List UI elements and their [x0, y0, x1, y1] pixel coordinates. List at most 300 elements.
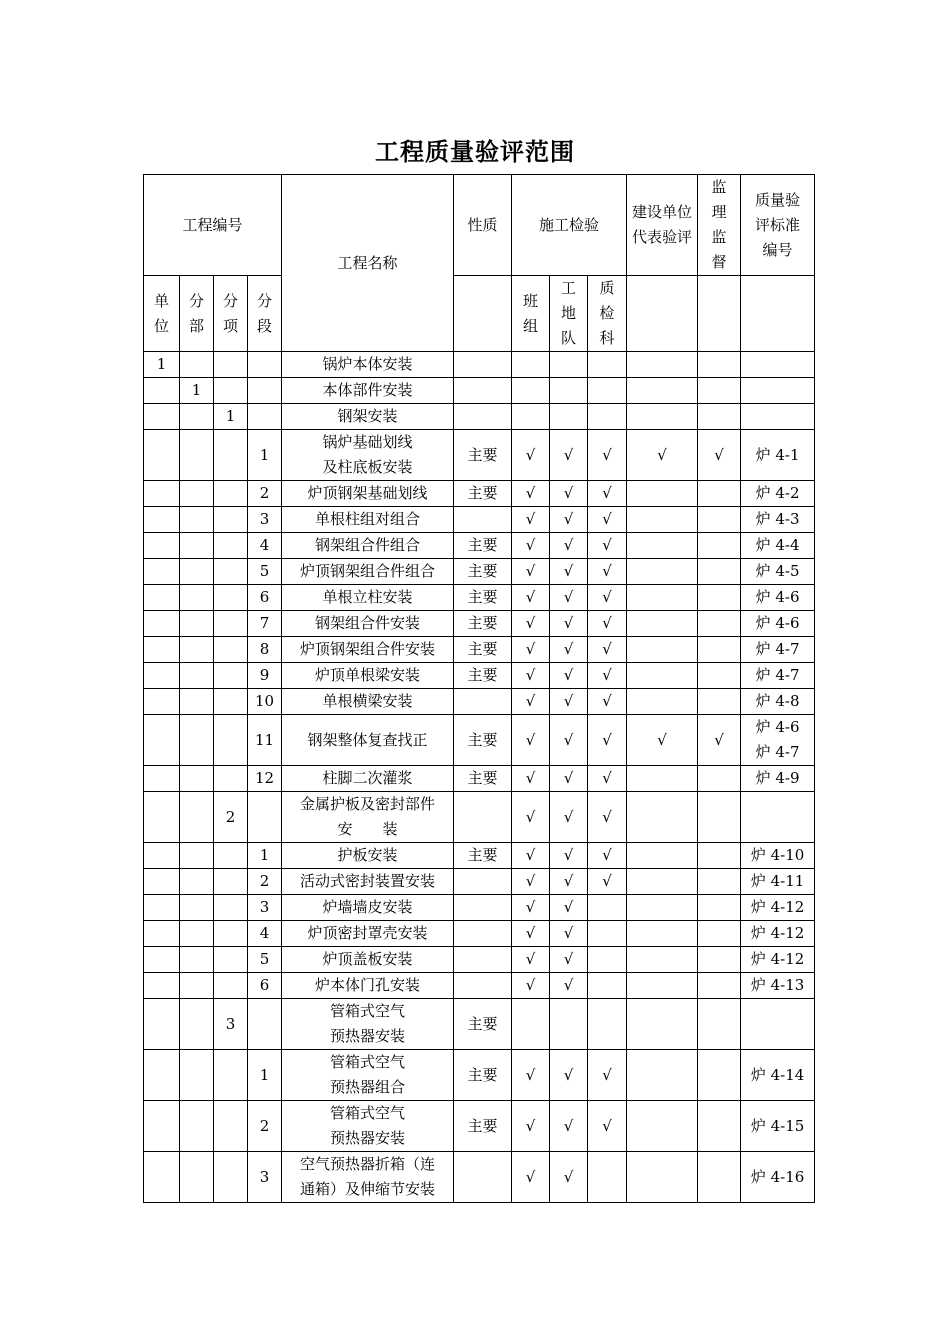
site-check: √: [550, 533, 588, 559]
name-cell: 空气预热器折箱（连 通箱）及伸缩节安装: [282, 1152, 454, 1203]
unit-cell: [144, 921, 180, 947]
supervision-check: [698, 1101, 741, 1152]
supervision-check: [698, 585, 741, 611]
header-section: 分段: [248, 276, 282, 352]
nature-cell: [454, 352, 512, 378]
header-row-1: [144, 175, 815, 276]
name-cell: 管箱式空气 预热器安装: [282, 999, 454, 1050]
header-owner-rep: 建设单位代表验评: [627, 175, 698, 276]
team-check: √: [512, 559, 550, 585]
team-check: √: [512, 973, 550, 999]
qc-check: √: [588, 611, 627, 637]
team-check: √: [512, 1050, 550, 1101]
name-cell: 本体部件安装: [282, 378, 454, 404]
owner-check: [627, 792, 698, 843]
standard-cell: 炉 4-6 炉 4-7: [741, 715, 815, 766]
qc-check: √: [588, 1050, 627, 1101]
name-cell: 护板安装: [282, 843, 454, 869]
header-division: 分部: [180, 276, 214, 352]
section-cell: 1: [248, 430, 282, 481]
header-standard: 质量验评标准编号: [741, 175, 815, 276]
owner-check: [627, 895, 698, 921]
site-check: √: [550, 430, 588, 481]
site-check: √: [550, 585, 588, 611]
site-check: √: [550, 611, 588, 637]
division-cell: [180, 1152, 214, 1203]
supervision-check: √: [698, 430, 741, 481]
division-cell: [180, 973, 214, 999]
name-cell: 炉顶钢架基础划线: [282, 481, 454, 507]
section-cell: 3: [248, 1152, 282, 1203]
header-unit: 单位: [144, 276, 180, 352]
division-cell: [180, 352, 214, 378]
qc-check: [588, 947, 627, 973]
qc-check: [588, 921, 627, 947]
owner-check: [627, 533, 698, 559]
site-check: √: [550, 895, 588, 921]
nature-cell: 主要: [454, 533, 512, 559]
section-cell: 5: [248, 559, 282, 585]
division-cell: [180, 947, 214, 973]
team-check: √: [512, 921, 550, 947]
table-row: [144, 430, 815, 481]
division-cell: [180, 663, 214, 689]
team-check: √: [512, 689, 550, 715]
item-cell: [214, 378, 248, 404]
item-cell: [214, 947, 248, 973]
item-cell: [214, 352, 248, 378]
item-cell: [214, 533, 248, 559]
team-check: [512, 352, 550, 378]
item-cell: [214, 869, 248, 895]
item-cell: [214, 843, 248, 869]
header-project-code: 工程编号: [144, 175, 282, 276]
name-cell: 锅炉本体安装: [282, 352, 454, 378]
table-row: [144, 611, 815, 637]
table-row: [144, 715, 815, 766]
unit-cell: [144, 843, 180, 869]
team-check: √: [512, 507, 550, 533]
header-project-name: 工程名称: [282, 175, 454, 352]
owner-check: [627, 689, 698, 715]
unit-cell: [144, 507, 180, 533]
section-cell: 10: [248, 689, 282, 715]
standard-cell: [741, 792, 815, 843]
name-cell: 管箱式空气 预热器安装: [282, 1101, 454, 1152]
nature-cell: 主要: [454, 766, 512, 792]
owner-check: [627, 973, 698, 999]
table-row: [144, 869, 815, 895]
team-check: √: [512, 585, 550, 611]
qc-check: √: [588, 869, 627, 895]
nature-cell: 主要: [454, 430, 512, 481]
standard-cell: 炉 4-14: [741, 1050, 815, 1101]
division-cell: [180, 481, 214, 507]
item-cell: [214, 507, 248, 533]
supervision-check: [698, 973, 741, 999]
standard-cell: 炉 4-7: [741, 663, 815, 689]
standard-cell: 炉 4-11: [741, 869, 815, 895]
quality-table: [143, 174, 815, 1203]
owner-check: √: [627, 430, 698, 481]
name-cell: 炉顶钢架组合件组合: [282, 559, 454, 585]
owner-check: [627, 481, 698, 507]
item-cell: [214, 766, 248, 792]
supervision-check: [698, 1152, 741, 1203]
nature-cell: 主要: [454, 999, 512, 1050]
header-site-team: 工地队: [550, 276, 588, 352]
section-cell: 7: [248, 611, 282, 637]
name-cell: 管箱式空气 预热器组合: [282, 1050, 454, 1101]
name-cell: 钢架组合件组合: [282, 533, 454, 559]
site-check: √: [550, 843, 588, 869]
unit-cell: [144, 1101, 180, 1152]
unit-cell: [144, 869, 180, 895]
qc-check: √: [588, 689, 627, 715]
unit-cell: [144, 611, 180, 637]
name-cell: 炉墙墙皮安装: [282, 895, 454, 921]
nature-cell: [454, 921, 512, 947]
table-row: [144, 973, 815, 999]
qc-check: [588, 895, 627, 921]
header-nature-blank: [454, 276, 512, 352]
division-cell: [180, 689, 214, 715]
owner-check: [627, 507, 698, 533]
standard-cell: [741, 378, 815, 404]
table-row: [144, 1101, 815, 1152]
section-cell: [248, 378, 282, 404]
table-row: [144, 921, 815, 947]
unit-cell: [144, 378, 180, 404]
table-row: [144, 1050, 815, 1101]
team-check: √: [512, 611, 550, 637]
item-cell: [214, 481, 248, 507]
site-check: √: [550, 947, 588, 973]
name-cell: 炉顶单根梁安装: [282, 663, 454, 689]
name-cell: 单根柱组对组合: [282, 507, 454, 533]
table-row: [144, 559, 815, 585]
table-row: [144, 947, 815, 973]
owner-check: [627, 378, 698, 404]
unit-cell: [144, 1152, 180, 1203]
standard-cell: [741, 999, 815, 1050]
standard-cell: 炉 4-1: [741, 430, 815, 481]
team-check: √: [512, 869, 550, 895]
standard-cell: 炉 4-8: [741, 689, 815, 715]
table-row: [144, 585, 815, 611]
qc-check: √: [588, 637, 627, 663]
unit-cell: [144, 481, 180, 507]
division-cell: [180, 921, 214, 947]
division-cell: [180, 430, 214, 481]
supervision-check: [698, 689, 741, 715]
site-check: [550, 404, 588, 430]
supervision-check: [698, 869, 741, 895]
owner-check: [627, 1101, 698, 1152]
nature-cell: [454, 1152, 512, 1203]
unit-cell: [144, 895, 180, 921]
team-check: √: [512, 766, 550, 792]
team-check: √: [512, 663, 550, 689]
team-check: √: [512, 637, 550, 663]
site-check: √: [550, 1050, 588, 1101]
nature-cell: 主要: [454, 637, 512, 663]
standard-cell: 炉 4-7: [741, 637, 815, 663]
qc-check: [588, 352, 627, 378]
division-cell: [180, 1050, 214, 1101]
nature-cell: 主要: [454, 663, 512, 689]
site-check: √: [550, 921, 588, 947]
section-cell: 12: [248, 766, 282, 792]
standard-cell: 炉 4-12: [741, 947, 815, 973]
owner-check: [627, 663, 698, 689]
nature-cell: [454, 689, 512, 715]
section-cell: 3: [248, 895, 282, 921]
name-cell: 钢架组合件安装: [282, 611, 454, 637]
unit-cell: [144, 585, 180, 611]
site-check: √: [550, 792, 588, 843]
team-check: √: [512, 1152, 550, 1203]
owner-check: [627, 921, 698, 947]
header-nature: 性质: [454, 175, 512, 276]
supervision-check: [698, 921, 741, 947]
division-cell: [180, 792, 214, 843]
table-row: [144, 637, 815, 663]
owner-check: √: [627, 715, 698, 766]
qc-check: √: [588, 766, 627, 792]
name-cell: 炉本体门孔安装: [282, 973, 454, 999]
section-cell: [248, 404, 282, 430]
division-cell: [180, 869, 214, 895]
qc-check: [588, 1152, 627, 1203]
division-cell: 1: [180, 378, 214, 404]
supervision-check: [698, 637, 741, 663]
name-cell: 钢架安装: [282, 404, 454, 430]
nature-cell: 主要: [454, 559, 512, 585]
section-cell: [248, 792, 282, 843]
qc-check: [588, 973, 627, 999]
qc-check: √: [588, 559, 627, 585]
section-cell: [248, 999, 282, 1050]
qc-check: √: [588, 430, 627, 481]
site-check: √: [550, 689, 588, 715]
name-cell: 单根横梁安装: [282, 689, 454, 715]
unit-cell: [144, 533, 180, 559]
section-cell: 4: [248, 533, 282, 559]
supervision-check: [698, 766, 741, 792]
nature-cell: [454, 973, 512, 999]
item-cell: 1: [214, 404, 248, 430]
standard-cell: 炉 4-2: [741, 481, 815, 507]
division-cell: [180, 533, 214, 559]
standard-cell: 炉 4-9: [741, 766, 815, 792]
table-row: [144, 663, 815, 689]
standard-cell: 炉 4-10: [741, 843, 815, 869]
item-cell: [214, 973, 248, 999]
site-check: √: [550, 1101, 588, 1152]
team-check: [512, 404, 550, 430]
supervision-check: [698, 378, 741, 404]
supervision-check: [698, 481, 741, 507]
qc-check: √: [588, 715, 627, 766]
item-cell: [214, 895, 248, 921]
name-cell: 炉顶密封罩壳安装: [282, 921, 454, 947]
division-cell: [180, 585, 214, 611]
name-cell: 钢架整体复查找正: [282, 715, 454, 766]
standard-cell: 炉 4-16: [741, 1152, 815, 1203]
item-cell: [214, 430, 248, 481]
supervision-check: [698, 895, 741, 921]
unit-cell: 1: [144, 352, 180, 378]
division-cell: [180, 843, 214, 869]
unit-cell: [144, 663, 180, 689]
site-check: √: [550, 507, 588, 533]
supervision-check: [698, 507, 741, 533]
supervision-check: [698, 533, 741, 559]
supervision-check: [698, 611, 741, 637]
table-row: [144, 1152, 815, 1203]
item-cell: [214, 1050, 248, 1101]
item-cell: [214, 1101, 248, 1152]
qc-check: √: [588, 533, 627, 559]
qc-check: √: [588, 663, 627, 689]
unit-cell: [144, 999, 180, 1050]
supervision-check: √: [698, 715, 741, 766]
site-check: [550, 378, 588, 404]
unit-cell: [144, 766, 180, 792]
site-check: [550, 999, 588, 1050]
standard-cell: [741, 352, 815, 378]
unit-cell: [144, 1050, 180, 1101]
team-check: √: [512, 430, 550, 481]
table-row: [144, 895, 815, 921]
team-check: √: [512, 533, 550, 559]
section-cell: 4: [248, 921, 282, 947]
site-check: √: [550, 973, 588, 999]
unit-cell: [144, 430, 180, 481]
division-cell: [180, 559, 214, 585]
nature-cell: 主要: [454, 1101, 512, 1152]
section-cell: 2: [248, 481, 282, 507]
supervision-check: [698, 352, 741, 378]
division-cell: [180, 611, 214, 637]
name-cell: 柱脚二次灌浆: [282, 766, 454, 792]
item-cell: [214, 611, 248, 637]
division-cell: [180, 637, 214, 663]
section-cell: 8: [248, 637, 282, 663]
qc-check: √: [588, 481, 627, 507]
item-cell: [214, 715, 248, 766]
item-cell: [214, 1152, 248, 1203]
table-row: [144, 404, 815, 430]
table-row: [144, 533, 815, 559]
standard-cell: 炉 4-3: [741, 507, 815, 533]
section-cell: 1: [248, 1050, 282, 1101]
site-check: √: [550, 869, 588, 895]
section-cell: 5: [248, 947, 282, 973]
team-check: [512, 999, 550, 1050]
owner-check: [627, 585, 698, 611]
item-cell: 2: [214, 792, 248, 843]
section-cell: 2: [248, 1101, 282, 1152]
standard-cell: 炉 4-12: [741, 921, 815, 947]
division-cell: [180, 507, 214, 533]
table-row: [144, 689, 815, 715]
header-item: 分项: [214, 276, 248, 352]
section-cell: 9: [248, 663, 282, 689]
site-check: [550, 352, 588, 378]
item-cell: 3: [214, 999, 248, 1050]
item-cell: [214, 689, 248, 715]
owner-check: [627, 404, 698, 430]
standard-cell: 炉 4-12: [741, 895, 815, 921]
table-row: [144, 843, 815, 869]
table-row: [144, 792, 815, 843]
owner-check: [627, 352, 698, 378]
nature-cell: 主要: [454, 715, 512, 766]
header-owner-blank: [627, 276, 698, 352]
unit-cell: [144, 973, 180, 999]
owner-check: [627, 1152, 698, 1203]
qc-check: [588, 404, 627, 430]
table-row: [144, 507, 815, 533]
section-cell: 6: [248, 973, 282, 999]
division-cell: [180, 999, 214, 1050]
standard-cell: 炉 4-13: [741, 973, 815, 999]
site-check: √: [550, 663, 588, 689]
nature-cell: 主要: [454, 481, 512, 507]
owner-check: [627, 766, 698, 792]
name-cell: 锅炉基础划线 及柱底板安装: [282, 430, 454, 481]
owner-check: [627, 999, 698, 1050]
nature-cell: [454, 869, 512, 895]
unit-cell: [144, 637, 180, 663]
nature-cell: 主要: [454, 843, 512, 869]
nature-cell: [454, 792, 512, 843]
section-cell: [248, 352, 282, 378]
division-cell: [180, 895, 214, 921]
header-supervision: 监理监督: [698, 175, 741, 276]
item-cell: [214, 585, 248, 611]
header-row-2: [144, 276, 815, 352]
owner-check: [627, 611, 698, 637]
qc-check: [588, 999, 627, 1050]
supervision-check: [698, 792, 741, 843]
standard-cell: 炉 4-6: [741, 611, 815, 637]
table-row: [144, 481, 815, 507]
qc-check: √: [588, 1101, 627, 1152]
nature-cell: 主要: [454, 611, 512, 637]
nature-cell: [454, 947, 512, 973]
unit-cell: [144, 559, 180, 585]
name-cell: 金属护板及密封部件 安 装: [282, 792, 454, 843]
owner-check: [627, 1050, 698, 1101]
unit-cell: [144, 715, 180, 766]
section-cell: 11: [248, 715, 282, 766]
division-cell: [180, 715, 214, 766]
standard-cell: 炉 4-15: [741, 1101, 815, 1152]
table-row: [144, 766, 815, 792]
page-title: 工程质量验评范围: [375, 137, 575, 166]
header-std-blank: [741, 276, 815, 352]
nature-cell: [454, 378, 512, 404]
name-cell: 活动式密封装置安装: [282, 869, 454, 895]
owner-check: [627, 947, 698, 973]
qc-check: √: [588, 507, 627, 533]
header-team: 班组: [512, 276, 550, 352]
team-check: √: [512, 947, 550, 973]
supervision-check: [698, 663, 741, 689]
